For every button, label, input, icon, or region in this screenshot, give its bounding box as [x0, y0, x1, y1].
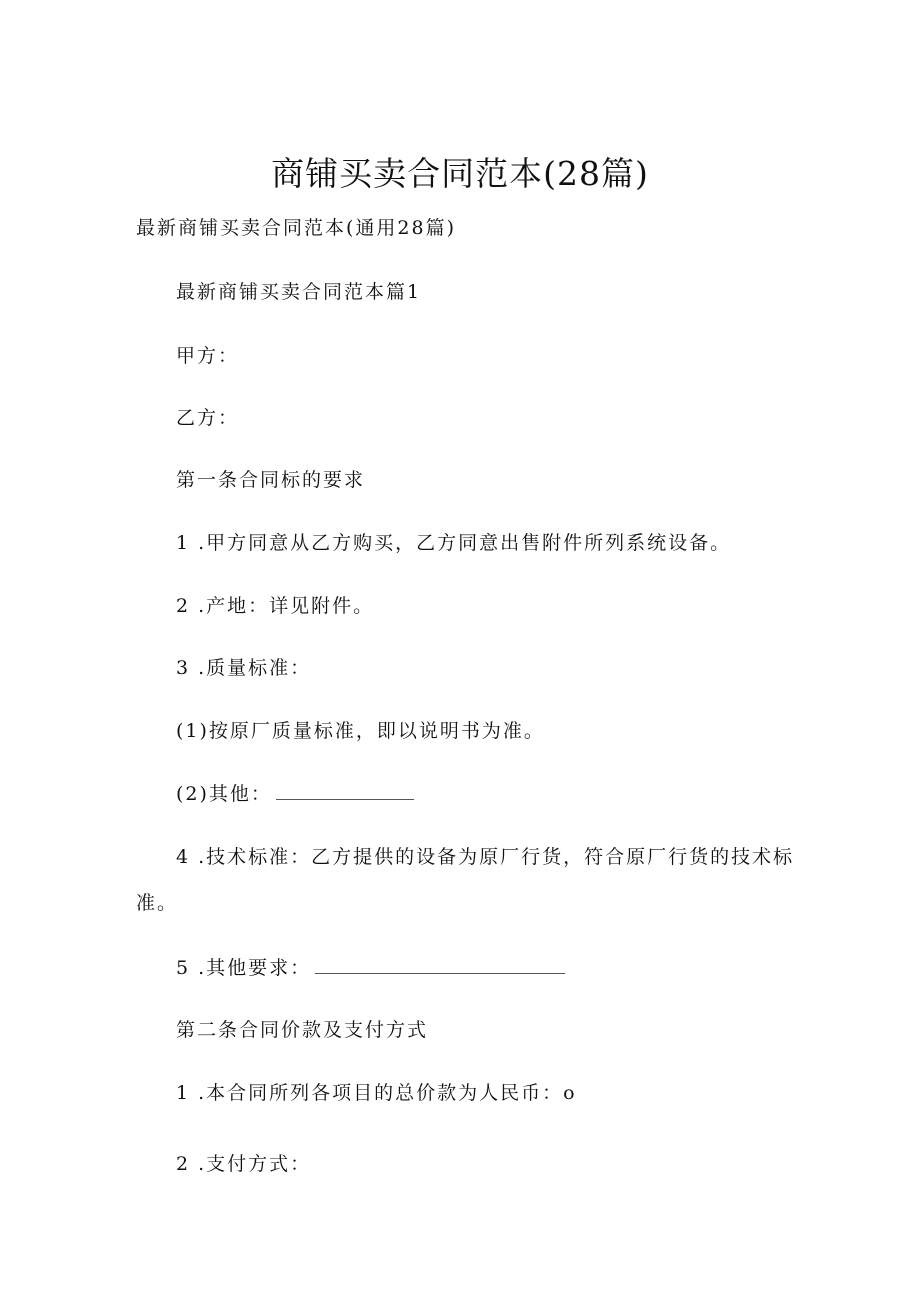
document-subtitle: 最新商铺买卖合同范本(通用28篇): [136, 217, 457, 239]
article-1-title: 第一条合同标的要求: [176, 469, 366, 491]
section-heading: 最新商铺买卖合同范本篇1: [176, 281, 422, 303]
party-b-label: 乙方：: [176, 407, 240, 429]
article-1-item-3-sub-2-label: (2)其他：: [176, 783, 272, 805]
article-1-item-4-line-1: 4 .技术标准：乙方提供的设备为原厂行货，符合原厂行货的技术标: [176, 846, 795, 868]
article-1-item-5: [176, 953, 565, 980]
article-1-item-3-sub-2: [176, 779, 414, 806]
article-1-item-5-label: 5 .其他要求：: [176, 957, 312, 979]
article-1-item-4-line-2: 准。: [136, 892, 179, 914]
article-2-item-1: 1 .本合同所列各项目的总价款为人民币：o: [176, 1082, 577, 1104]
article-2-item-2: 2 .支付方式：: [176, 1153, 312, 1175]
document-title: 商铺买卖合同范本(28篇): [271, 154, 649, 193]
article-1-item-2: 2 .产地：详见附件。: [176, 595, 375, 617]
party-a-label: 甲方：: [176, 345, 240, 367]
article-1-item-1: 1 .甲方同意从乙方购买，乙方同意出售附件所列系统设备。: [176, 532, 732, 554]
fill-in-blank-other: [276, 785, 414, 800]
article-1-item-3-sub-1: (1)按原厂质量标准，即以说明书为准。: [176, 720, 545, 742]
article-2-title: 第二条合同价款及支付方式: [176, 1019, 429, 1041]
fill-in-blank-other-requirements: [315, 959, 565, 974]
article-1-item-3: 3 .质量标准：: [176, 657, 312, 679]
